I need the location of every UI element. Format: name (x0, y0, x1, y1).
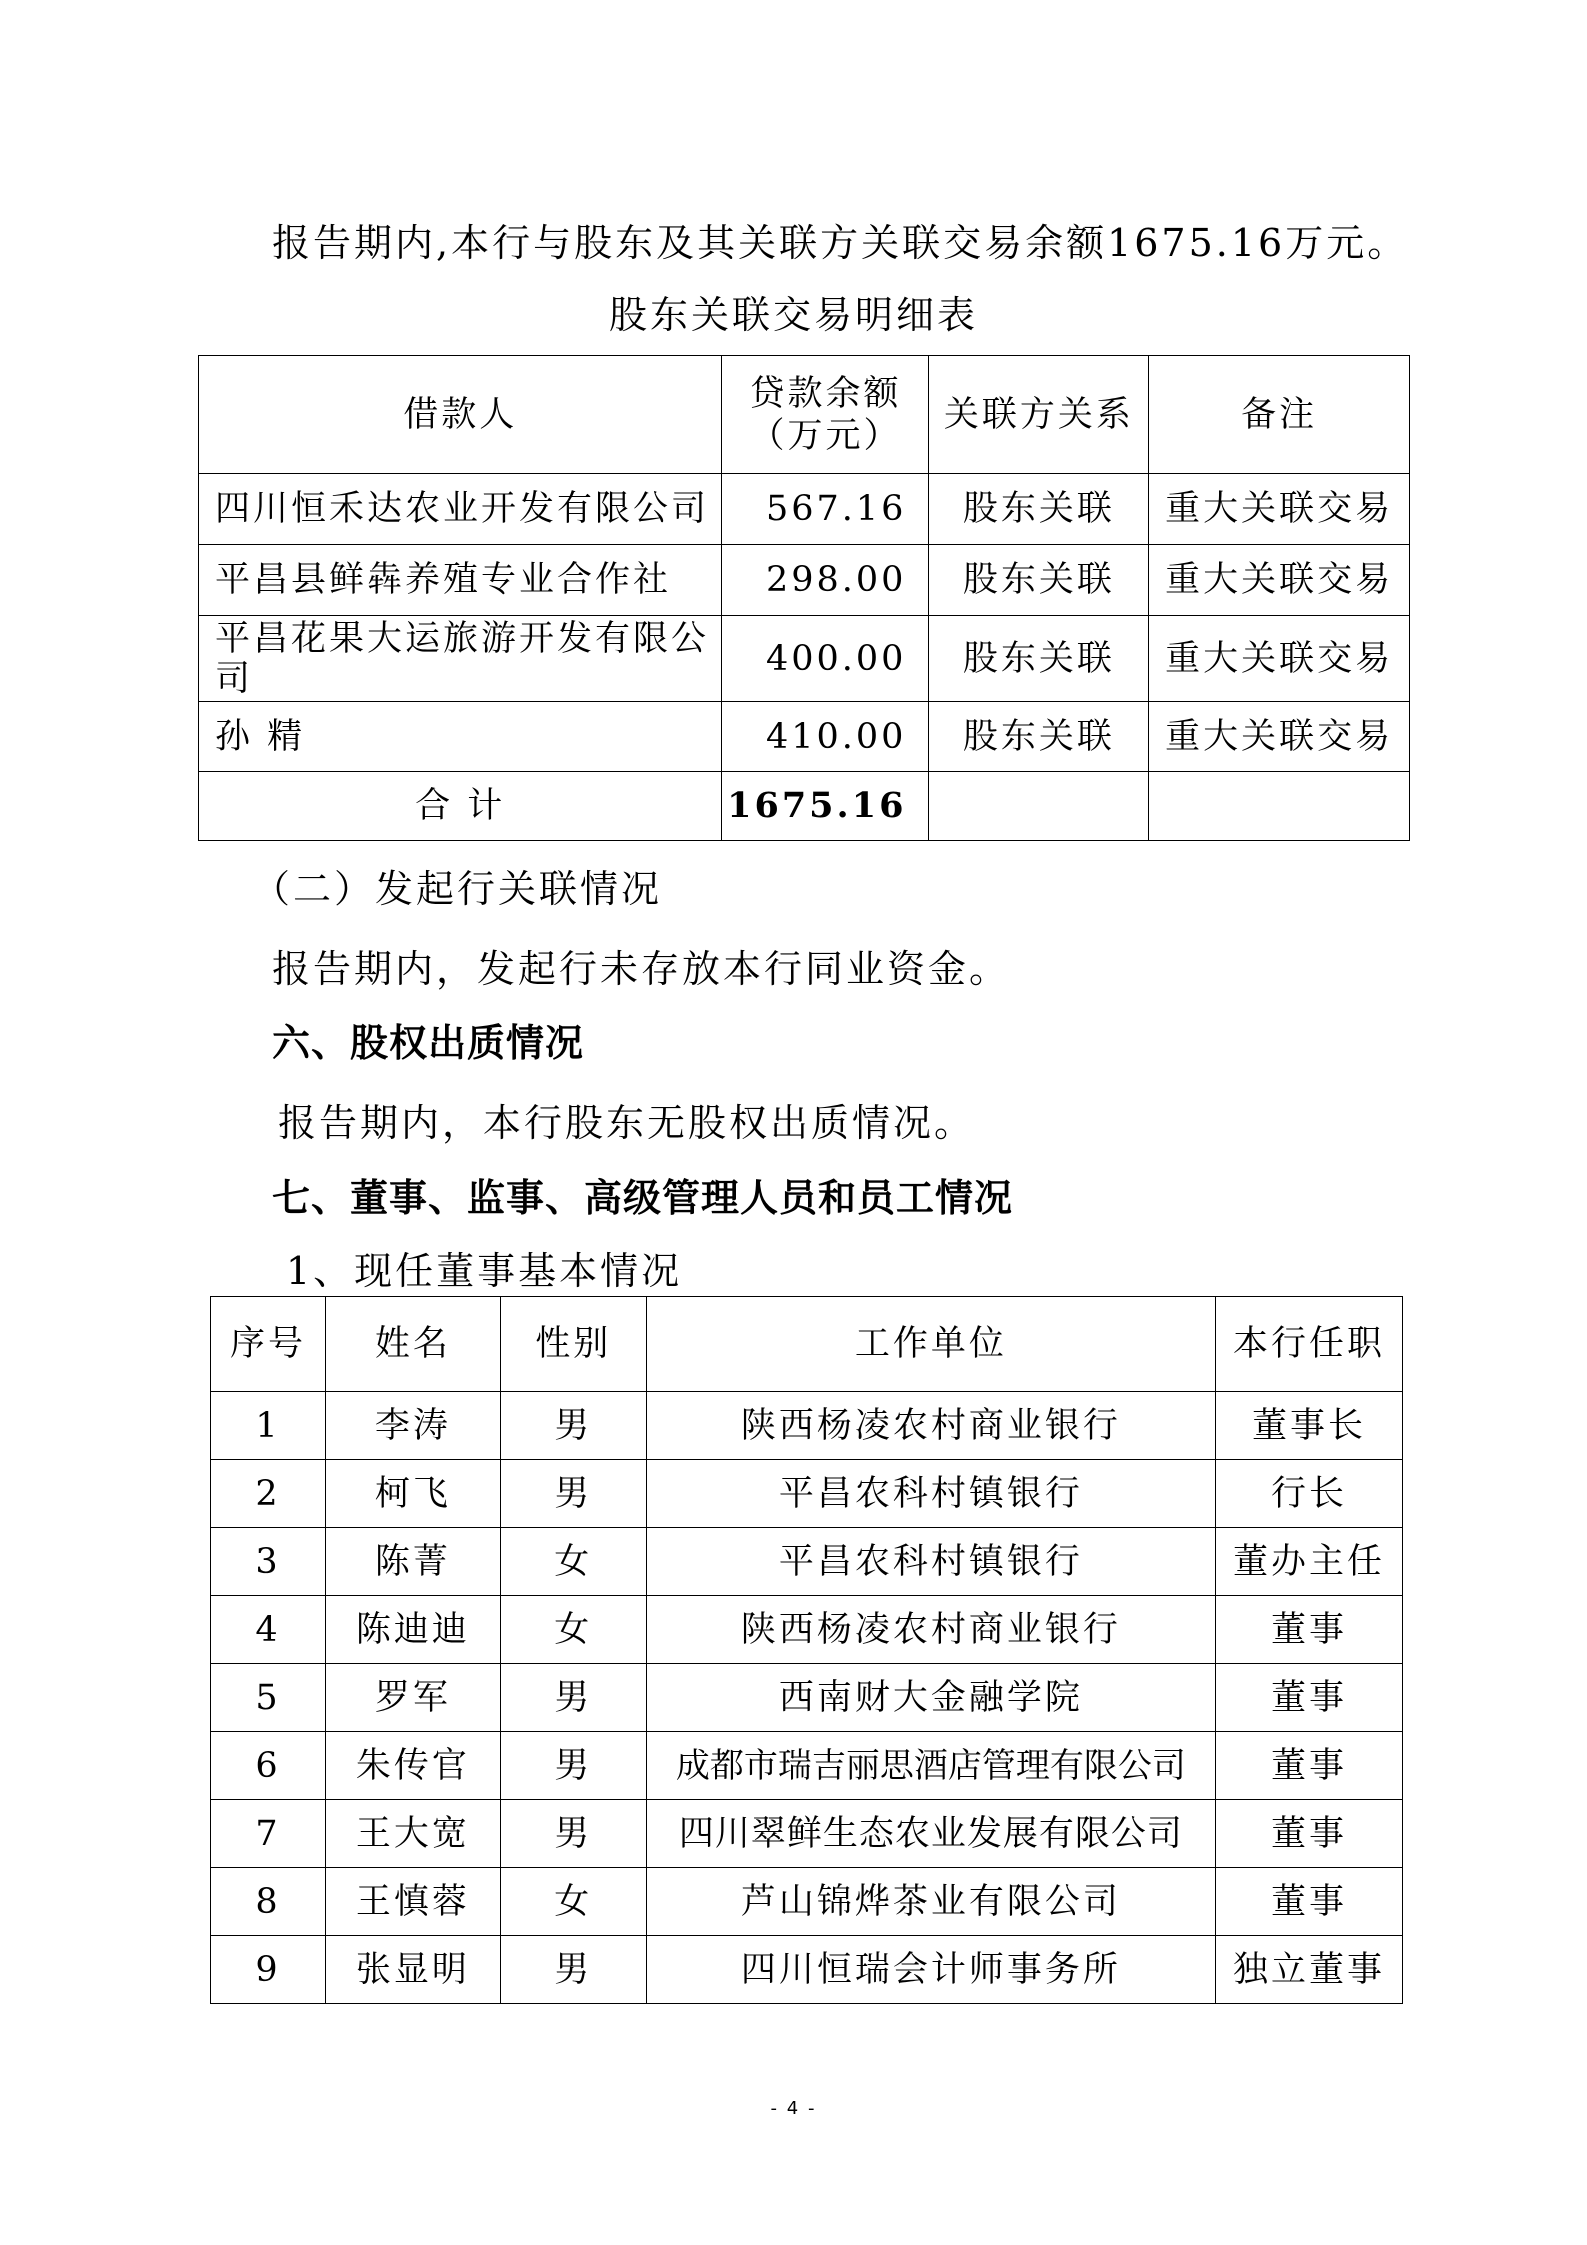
cell-name: 朱传官 (325, 1732, 500, 1800)
cell-borrower: 平昌花果大运旅游开发有限公司 (199, 616, 722, 702)
related-transactions-table (198, 355, 1410, 841)
cell-empty (929, 772, 1149, 841)
cell-note: 重大关联交易 (1149, 545, 1410, 616)
cell-borrower: 平昌县鲜犇养殖专业合作社 (199, 545, 722, 616)
cell-position: 董办主任 (1216, 1528, 1403, 1596)
cell-position: 董事 (1216, 1800, 1403, 1868)
cell-no: 6 (211, 1732, 326, 1800)
cell-employer: 平昌农科村镇银行 (646, 1460, 1215, 1528)
table-row (199, 545, 1410, 616)
heading-7: 七、董事、监事、高级管理人员和员工情况 (272, 1176, 1014, 1220)
cell-name: 张显明 (325, 1936, 500, 2004)
header-employer: 工作单位 (646, 1297, 1215, 1392)
header-relation: 关联方关系 (929, 356, 1149, 474)
table-row (211, 1868, 1403, 1936)
cell-name: 陈菁 (325, 1528, 500, 1596)
header-note: 备注 (1149, 356, 1410, 474)
cell-gender: 女 (500, 1528, 646, 1596)
cell-position: 董事长 (1216, 1392, 1403, 1460)
page-number: - 4 - (770, 2098, 817, 2119)
cell-amount: 410.00 (722, 702, 929, 772)
cell-borrower: 四川恒禾达农业开发有限公司 (199, 474, 722, 545)
table-row (199, 702, 1410, 772)
cell-gender: 男 (500, 1460, 646, 1528)
cell-gender: 男 (500, 1732, 646, 1800)
cell-total-label: 合 计 (199, 772, 722, 841)
cell-name: 李涛 (325, 1392, 500, 1460)
table-row (211, 1460, 1403, 1528)
header-position: 本行任职 (1216, 1297, 1403, 1392)
cell-gender: 男 (500, 1664, 646, 1732)
cell-amount: 400.00 (722, 616, 929, 702)
cell-gender: 男 (500, 1800, 646, 1868)
cell-position: 董事 (1216, 1596, 1403, 1664)
table-row (211, 1936, 1403, 2004)
table-row (211, 1664, 1403, 1732)
cell-name: 王大宽 (325, 1800, 500, 1868)
table-row (211, 1528, 1403, 1596)
cell-employer: 西南财大金融学院 (646, 1664, 1215, 1732)
cell-note: 重大关联交易 (1149, 616, 1410, 702)
cell-name: 罗军 (325, 1664, 500, 1732)
cell-relation: 股东关联 (929, 545, 1149, 616)
header-loan-balance (722, 356, 929, 474)
cell-no: 3 (211, 1528, 326, 1596)
table-row (199, 474, 1410, 545)
cell-name: 柯飞 (325, 1460, 500, 1528)
table-row (199, 616, 1410, 702)
cell-relation: 股东关联 (929, 702, 1149, 772)
cell-employer: 成都市瑞吉丽思酒店管理有限公司 (646, 1732, 1215, 1800)
cell-employer: 芦山锦烨茶业有限公司 (646, 1868, 1215, 1936)
cell-name: 王慎蓉 (325, 1868, 500, 1936)
cell-no: 1 (211, 1392, 326, 1460)
cell-total-value: 1675.16 (722, 772, 929, 841)
cell-name: 陈迪迪 (325, 1596, 500, 1664)
heading-6: 六、股权出质情况 (272, 1021, 585, 1065)
cell-no: 2 (211, 1460, 326, 1528)
cell-borrower: 孙 精 (199, 702, 722, 772)
cell-gender: 女 (500, 1868, 646, 1936)
cell-gender: 男 (500, 1392, 646, 1460)
cell-position: 行长 (1216, 1460, 1403, 1528)
header-borrower: 借款人 (199, 356, 722, 474)
cell-no: 4 (211, 1596, 326, 1664)
header-gender: 性别 (500, 1297, 646, 1392)
cell-position: 董事 (1216, 1868, 1403, 1936)
table-row (211, 1596, 1403, 1664)
heading-6-text: 报告期内，本行股东无股权出质情况。 (278, 1101, 976, 1145)
section-2-heading: （二）发起行关联情况 (252, 867, 663, 911)
cell-no: 9 (211, 1936, 326, 2004)
table-header-row (199, 356, 1410, 474)
cell-empty (1149, 772, 1410, 841)
cell-employer: 四川翠鲜生态农业发展有限公司 (646, 1800, 1215, 1868)
cell-position: 董事 (1216, 1732, 1403, 1800)
cell-amount: 298.00 (722, 545, 929, 616)
cell-no: 7 (211, 1800, 326, 1868)
table1-title: 股东关联交易明细表 (608, 293, 978, 337)
cell-employer: 陕西杨凌农村商业银行 (646, 1392, 1215, 1460)
cell-gender: 女 (500, 1596, 646, 1664)
cell-employer: 陕西杨凌农村商业银行 (646, 1596, 1215, 1664)
section-2-text: 报告期内，发起行未存放本行同业资金。 (272, 947, 1011, 991)
cell-note: 重大关联交易 (1149, 474, 1410, 545)
table-total-row (199, 772, 1410, 841)
cell-relation: 股东关联 (929, 616, 1149, 702)
sub-heading-1: 1、现任董事基本情况 (286, 1249, 683, 1293)
cell-position: 独立董事 (1216, 1936, 1403, 2004)
cell-no: 5 (211, 1664, 326, 1732)
cell-position: 董事 (1216, 1664, 1403, 1732)
cell-relation: 股东关联 (929, 474, 1149, 545)
cell-no: 8 (211, 1868, 326, 1936)
header-loan-balance-line1: 贷款余额 (749, 373, 902, 414)
cell-employer: 平昌农科村镇银行 (646, 1528, 1215, 1596)
table-row (211, 1392, 1403, 1460)
header-name: 姓名 (325, 1297, 500, 1392)
cell-amount: 567.16 (722, 474, 929, 545)
directors-table (210, 1296, 1403, 2004)
table-header-row (211, 1297, 1403, 1392)
cell-gender: 男 (500, 1936, 646, 2004)
header-no: 序号 (211, 1297, 326, 1392)
intro-paragraph: 报告期内,本行与股东及其关联方关联交易余额1675.16万元。 (272, 221, 1409, 265)
header-loan-balance-line2: （万元） (749, 415, 902, 456)
table-row (211, 1732, 1403, 1800)
cell-note: 重大关联交易 (1149, 702, 1410, 772)
cell-employer: 四川恒瑞会计师事务所 (646, 1936, 1215, 2004)
table-row (211, 1800, 1403, 1868)
